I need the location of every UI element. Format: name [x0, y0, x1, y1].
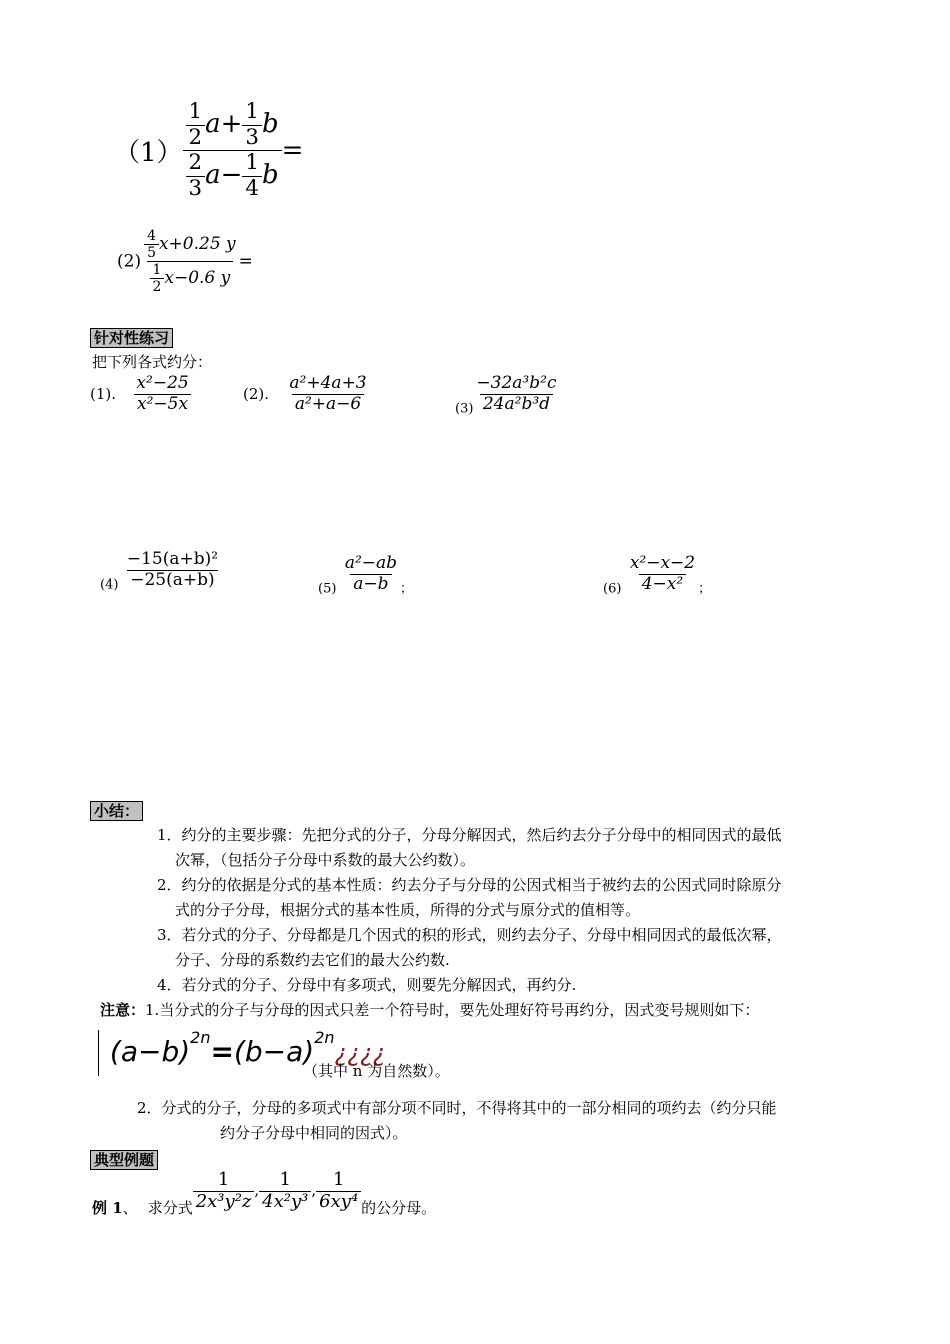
practice-item-5: [318, 554, 413, 597]
formula-exponent-right: 2n: [314, 1028, 335, 1047]
formula-right: (b−a): [233, 1035, 315, 1068]
formula-equals: =: [210, 1035, 234, 1068]
num-a-den: 2: [186, 125, 206, 151]
op-minus: −: [220, 160, 243, 190]
num-b: 1: [245, 99, 259, 124]
practice-item-2: [243, 374, 370, 414]
fraction-3-num: 1: [332, 1169, 345, 1190]
item-numerator: a²−ab: [344, 553, 398, 573]
num-c: 4: [147, 228, 156, 244]
formula-exponent-left: 2n: [190, 1028, 211, 1047]
exercise-2-label: (2): [117, 251, 142, 272]
note-line-1: [100, 999, 759, 1021]
exercise-1-fraction: [183, 100, 282, 201]
equals-sign: =: [281, 135, 304, 166]
examples-heading: 典型例题: [90, 1150, 158, 1170]
num-c-den: 5: [144, 244, 159, 261]
summary-point-2-cont: 式的分子分母，根据分式的基本性质，所得的分式与原分式的值相等。: [175, 901, 641, 919]
item-numerator: x²−25: [136, 373, 189, 393]
note-label: 注意：: [100, 1001, 146, 1019]
summary-point-3: 3．若分式的分子、分母都是几个因式的积的形式，则约去分子、分母中相同因式的最低次幂，: [157, 926, 782, 944]
comma: ,: [254, 1181, 260, 1200]
item-suffix: ；: [400, 581, 414, 597]
comma: ,: [311, 1181, 317, 1200]
item-denominator: x²−5x: [134, 394, 191, 415]
item-denominator: −25(a+b): [127, 570, 217, 591]
example-1-label: 例 1: [92, 1199, 123, 1218]
num-b-den: 3: [242, 125, 262, 151]
practice-item-6: [603, 554, 711, 597]
exercise-1: [114, 100, 303, 201]
item-numerator: −32a³b²c: [476, 373, 557, 393]
den-c-den: 2: [150, 278, 165, 295]
summary-point-1-cont: 次幂，（包括分子分母中系数的最大公约数）。: [175, 851, 476, 869]
num-a: 1: [188, 99, 203, 124]
op-plus: +: [220, 109, 243, 139]
summary-point-4: 4．若分式的分子、分母中有多项式，则要先分解因式，再约分.: [157, 976, 577, 994]
num-rest: x+0.25 y: [158, 234, 236, 255]
item-label: (4): [100, 577, 119, 593]
item-label: (2).: [243, 385, 270, 404]
formula-bar: [98, 1030, 101, 1076]
den-a-den: 3: [186, 176, 206, 202]
den-b: 1: [245, 150, 259, 175]
item-label: (5): [318, 581, 337, 597]
practice-item-3: [455, 374, 559, 417]
var-b: b: [261, 109, 279, 139]
example-1-sep: 、: [122, 1199, 138, 1218]
practice-item-1: [90, 374, 192, 414]
var-a2: a: [205, 160, 221, 190]
garbled-glyphs: ¿¿¿¿: [334, 1039, 386, 1067]
formula-left: (a−b): [109, 1035, 191, 1068]
formula-note: （其中 n 为自然数）。: [303, 1062, 450, 1080]
den-a: 2: [188, 150, 203, 175]
summary-point-2: 2．约分的依据是分式的基本性质：约去分子与分母的公因式相当于被约去的公因式同时除原分: [157, 876, 782, 894]
var-a: a: [205, 109, 221, 139]
item-label: (3): [455, 401, 474, 417]
fraction-2-den: 4x²y³: [259, 1191, 311, 1213]
var-b2: b: [261, 160, 279, 190]
summary-heading: 小结：: [90, 801, 143, 821]
fraction-1-den: 2x³y²z: [193, 1191, 255, 1213]
den-rest: x−0.6 y: [164, 268, 231, 289]
example-1-text: 求分式: [147, 1199, 193, 1218]
den-b-den: 4: [242, 176, 262, 202]
item-label: (6): [603, 581, 622, 597]
item-numerator: x²−x−2: [629, 553, 696, 573]
equals-sign: =: [238, 251, 253, 272]
den-c: 1: [152, 262, 162, 279]
fraction-2-num: 1: [279, 1169, 291, 1190]
example-1-tail: 的公分母。: [361, 1199, 437, 1218]
summary-point-3-cont: 分子、分母的系数约去它们的最大公约数.: [175, 951, 450, 969]
practice-item-4: [100, 550, 221, 593]
item-label: (1).: [90, 385, 117, 404]
example-1: [92, 1170, 436, 1218]
exercise-2: [117, 228, 253, 295]
note-line-2-cont: 约分子分母中相同的因式）。: [220, 1124, 408, 1142]
practice-instruction: 把下列各式约分：: [92, 353, 213, 371]
note-line-2: 2．分式的分子，分母的多项式中有部分项不同时，不得将其中的一部分相同的项约去（约分只能: [137, 1099, 777, 1117]
item-numerator: −15(a+b)²: [126, 549, 219, 569]
item-numerator: a²+4a+3: [289, 373, 367, 393]
exercise-2-fraction: [141, 228, 239, 295]
exercise-1-label: （1）: [114, 138, 183, 168]
fraction-3-den: 6xy⁴: [316, 1191, 361, 1213]
item-denominator: a−b: [350, 574, 391, 595]
item-denominator: 24a²b³d: [480, 394, 553, 415]
note-text-1: 1.当分式的分子与分母的因式只差一个符号时，要先处理好符号再约分，因式变号规则如下：: [145, 1001, 760, 1019]
summary-point-1: 1．约分的主要步骤：先把分式的分子，分母分解因式，然后约去分子分母中的相同因式的最低: [157, 826, 782, 844]
fraction-1-num: 1: [217, 1169, 230, 1190]
item-denominator: a²+a−6: [292, 394, 364, 415]
practice-heading: 针对性练习: [90, 328, 173, 348]
item-suffix: ；: [698, 581, 712, 597]
item-denominator: 4−x²: [639, 574, 686, 595]
